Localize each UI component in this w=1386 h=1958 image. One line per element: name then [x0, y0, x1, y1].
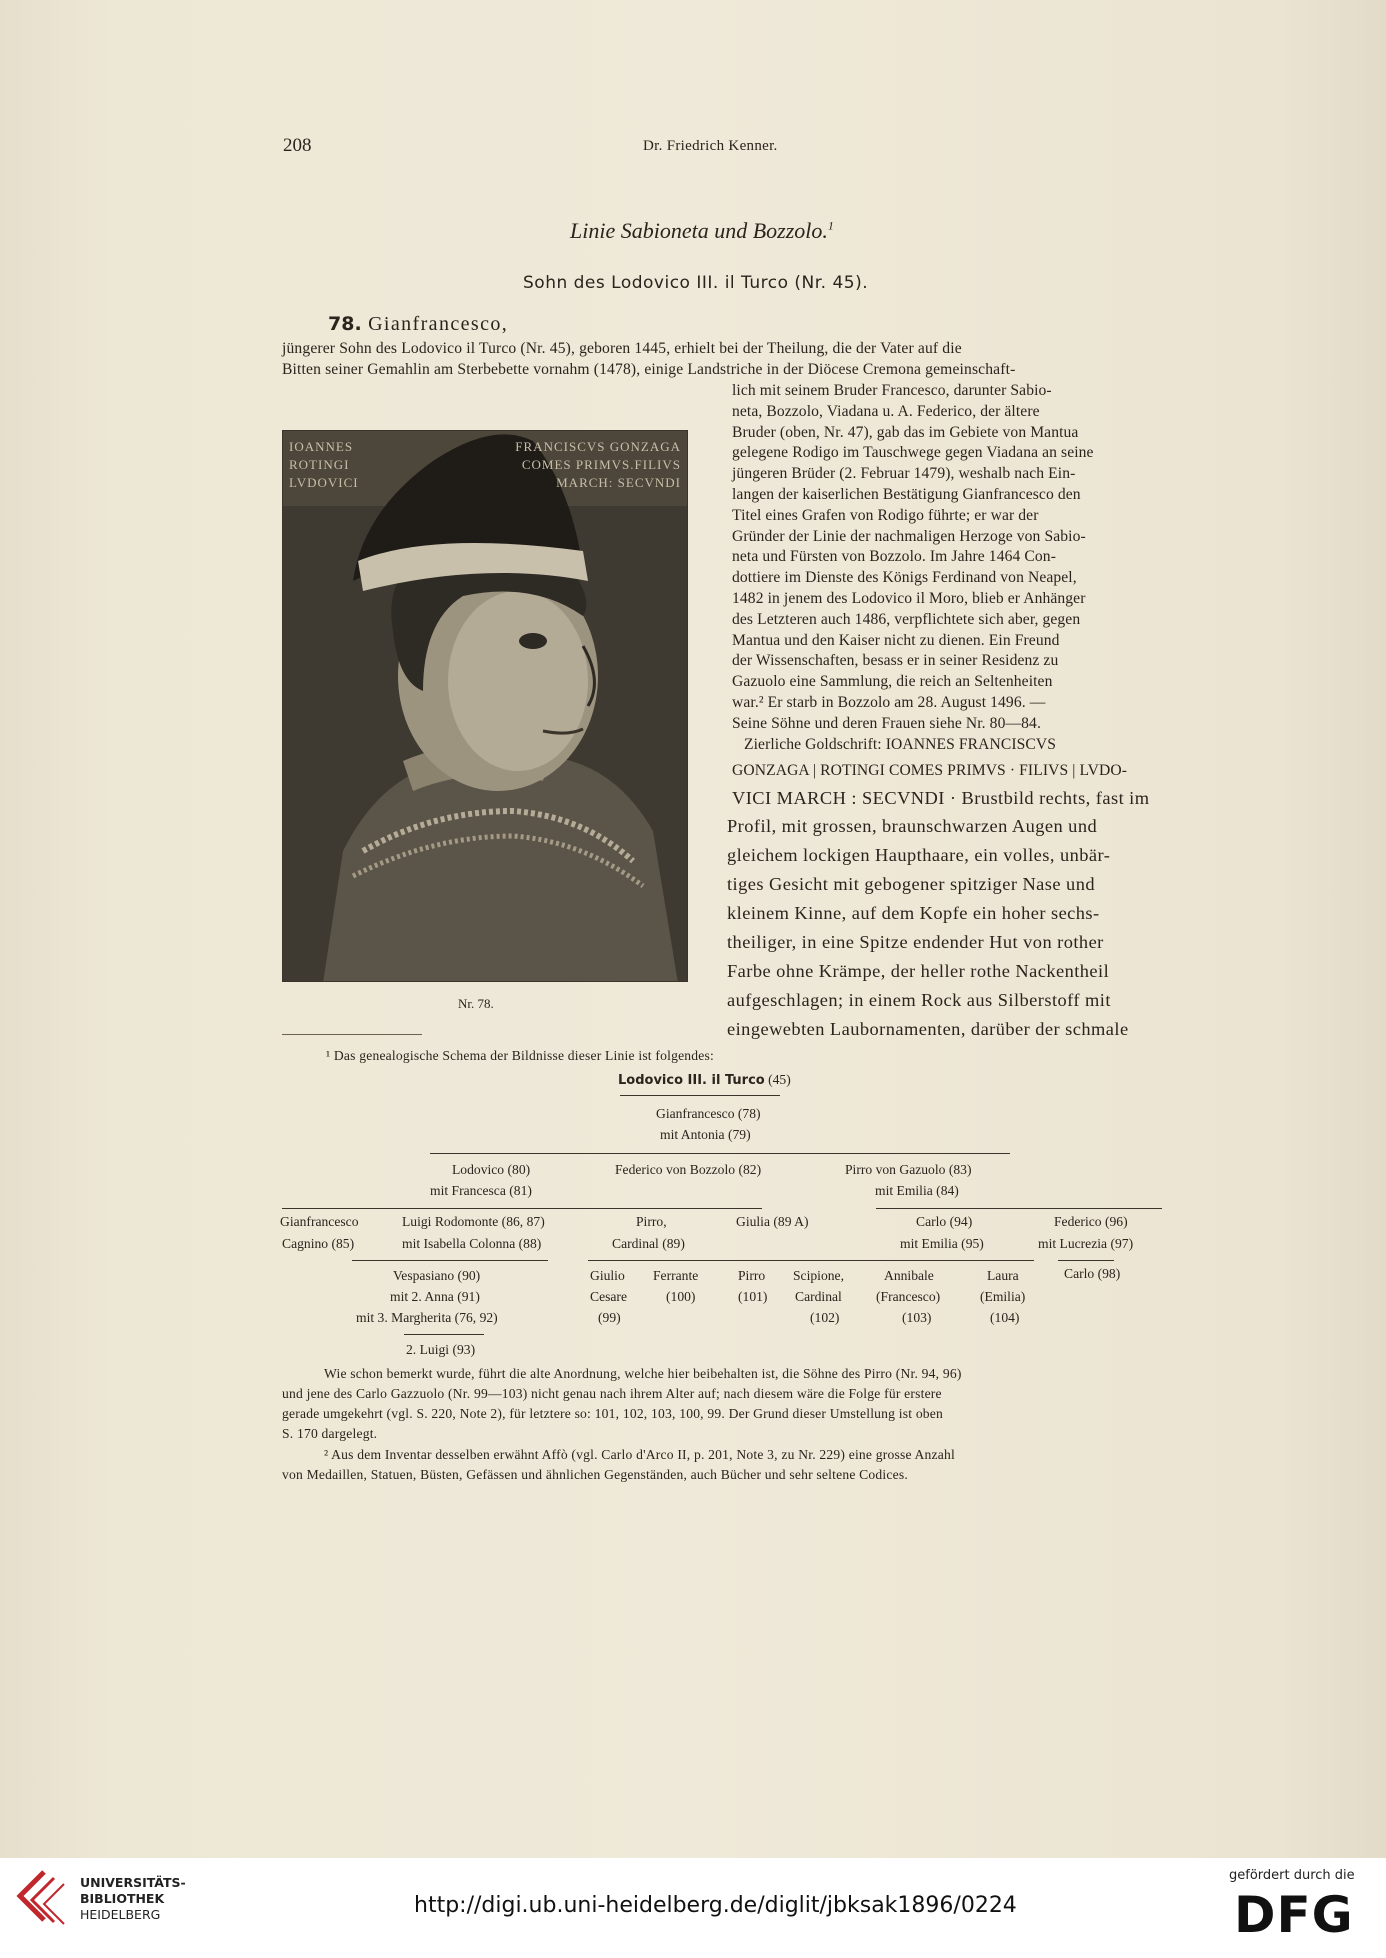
footnote-rule	[282, 1034, 422, 1035]
description-line: GONZAGA | ROTINGI COMES PRIMVS · FILIVS | LVDO-	[732, 762, 1128, 779]
tree-root	[618, 1072, 791, 1088]
tree-gen4-6b: (Francesco)	[876, 1289, 941, 1304]
library-logo-icon	[14, 1868, 72, 1932]
library-line-3: HEIDELBERG	[80, 1907, 161, 1922]
description-line: aufgeschlagen; in einem Rock aus Silberstoff mit	[727, 990, 1111, 1010]
funding-label: gefördert durch die	[1229, 1868, 1355, 1883]
tree-gen4-5c: (102)	[810, 1310, 840, 1325]
tree-gen4-7b: (Emilia)	[980, 1289, 1026, 1304]
tree-gen1-name: Gianfrancesco (78)	[656, 1106, 761, 1121]
description-line: Zierliche Goldschrift: IOANNES FRANCISCVS	[744, 736, 1057, 753]
tree-gen3-2b: mit Isabella Colonna (88)	[402, 1236, 542, 1251]
inscription-left-2: ROTINGI	[289, 457, 350, 472]
tree-gen4-4a: Pirro	[738, 1268, 766, 1283]
inscription-right-2: COMES PRIMVS.FILIVS	[521, 457, 681, 472]
tree-gen4-1a: Vespasiano (90)	[393, 1268, 481, 1283]
tree-brace	[352, 1260, 548, 1261]
tree-gen2-3: Pirro von Gazuolo (83)	[845, 1162, 972, 1177]
tree-gen2-1-spouse: mit Francesca (81)	[430, 1183, 532, 1198]
tree-gen4-7c: (104)	[990, 1310, 1020, 1325]
entry-name: Gianfrancesco,	[368, 313, 509, 335]
body-line: Bitten seiner Gemahlin am Sterbebette vornahm (1478), einige Landstriche in der Diöcese Cremona gemeinschaft-	[282, 361, 1016, 378]
page-number: 208	[283, 135, 312, 156]
tree-gen4-6c: (103)	[902, 1310, 932, 1325]
portrait-drawing	[283, 431, 688, 982]
column-line: der Wissenschaften, besass er in seiner Residenz zu	[732, 652, 1059, 670]
tree-gen4-3b: (100)	[666, 1289, 696, 1304]
inscription-right-1: FRANCISCVS GONZAGA	[515, 439, 681, 454]
column-line: lich mit seinem Bruder Francesco, darunter Sabio-	[732, 382, 1052, 399]
tree-gen4-1b: mit 2. Anna (91)	[390, 1289, 480, 1304]
footnote-2-line: ² Aus dem Inventar desselben erwähnt Affò (vgl. Carlo d'Arco II, p. 201, Note 3, zu Nr. 229) eine grosse Anzahl	[324, 1447, 955, 1462]
tree-gen3-5b: mit Emilia (95)	[900, 1236, 984, 1251]
tree-gen2-2: Federico von Bozzolo (82)	[615, 1162, 762, 1177]
entry-number: 78.	[328, 313, 362, 335]
portrait-caption: Nr. 78.	[458, 996, 494, 1011]
column-line: Bruder (oben, Nr. 47), gab das im Gebiete von Mantua	[732, 423, 1079, 441]
tree-gen3-1b: Cagnino (85)	[282, 1236, 355, 1251]
tree-gen4-2c: (99)	[598, 1310, 621, 1325]
entry-heading	[328, 313, 508, 336]
tree-gen3-6b: mit Lucrezia (97)	[1038, 1236, 1134, 1251]
description-line: theiliger, in eine Spitze endender Hut von rother	[727, 932, 1104, 952]
column-line: Mantua und den Kaiser nicht zu dienen. Ein Freund	[732, 631, 1060, 649]
inscription-right-3: MARCH: SECVNDI	[556, 475, 681, 490]
description-line: eingewebten Laubornamenten, darüber der schmale	[727, 1019, 1129, 1039]
footnote-1-line: Wie schon bemerkt wurde, führt die alte Anordnung, welche hier beibehalten ist, die Söhne des Pirro (Nr. 94, 96)	[324, 1366, 962, 1381]
footnote-ref: 1	[827, 218, 834, 233]
tree-root-name: Lodovico III. il Turco	[618, 1073, 765, 1088]
column-line: langen der kaiserlichen Bestätigung Gianfrancesco den	[732, 486, 1081, 503]
library-line-2: BIBLIOTHEK	[80, 1891, 165, 1906]
tree-gen4-4b: (101)	[738, 1289, 768, 1304]
portrait-image	[282, 430, 688, 982]
dfg-logo: DFG	[1234, 1886, 1354, 1944]
column-line: gelegene Rodigo im Tauschwege gegen Viadana an seine	[732, 444, 1094, 462]
tree-gen3-5: Carlo (94)	[916, 1214, 973, 1229]
tree-gen4-1c: mit 3. Margherita (76, 92)	[356, 1310, 498, 1325]
permalink-url[interactable]: http://digi.ub.uni-heidelberg.de/diglit/jbksak1896/0224	[414, 1893, 1017, 1918]
tree-brace	[1058, 1260, 1114, 1261]
tree-brace	[282, 1208, 762, 1209]
footnote-1-line: und jene des Carlo Gazzuolo (Nr. 99—103) nicht genau nach ihrem Alter auf; nach diesem wäre die Folge für erstere	[282, 1386, 942, 1401]
library-name	[80, 1875, 186, 1923]
footnote-1-intro: ¹ Das genealogische Schema der Bildnisse dieser Linie ist folgendes:	[326, 1048, 715, 1063]
tree-gen4-5b: Cardinal	[795, 1289, 842, 1304]
column-line: des Letzteren auch 1486, verpflichtete sich aber, gegen	[732, 610, 1081, 628]
tree-gen2-1: Lodovico (80)	[452, 1162, 531, 1177]
library-line-1: UNIVERSITÄTS-	[80, 1875, 186, 1890]
tree-gen3-6: Federico (96)	[1054, 1214, 1128, 1229]
description-line: VICI MARCH : SECVNDI · Brustbild rechts, fast im	[732, 788, 1150, 808]
tree-brace	[404, 1334, 484, 1335]
tree-brace	[430, 1153, 1010, 1154]
description-line: kleinem Kinne, auf dem Kopfe ein hoher sechs-	[727, 903, 1100, 923]
tree-gen3-4: Giulia (89 A)	[736, 1214, 809, 1229]
tree-gen2-3-spouse: mit Emilia (84)	[875, 1183, 959, 1198]
tree-gen4-5a: Scipione,	[793, 1268, 844, 1283]
inscription-left-1: IOANNES	[289, 439, 354, 454]
description-line: tiges Gesicht mit gebogener spitziger Nase und	[727, 874, 1095, 894]
tree-gen3-2: Luigi Rodomonte (86, 87)	[402, 1214, 545, 1229]
tree-gen4-8: Carlo (98)	[1064, 1266, 1121, 1281]
tree-gen4-2a: Giulio	[590, 1268, 625, 1283]
description-line: Farbe ohne Krämpe, der heller rothe Nackentheil	[727, 961, 1110, 981]
tree-brace	[876, 1208, 1162, 1209]
tree-gen4-2b: Cesare	[590, 1289, 627, 1304]
footnote-2-line: von Medaillen, Statuen, Büsten, Gefässen und ähnlichen Gegenständen, auch Bücher und sehr seltene Codices.	[282, 1467, 908, 1482]
column-line: dottiere im Dienste des Königs Ferdinand von Neapel,	[732, 569, 1077, 587]
column-line: Seine Söhne und deren Frauen siehe Nr. 80—84.	[732, 714, 1041, 732]
tree-gen3-3b: Cardinal (89)	[612, 1236, 685, 1251]
tree-gen1-spouse: mit Antonia (79)	[660, 1127, 751, 1142]
column-line: neta, Bozzolo, Viadana u. A. Federico, der ältere	[732, 402, 1040, 420]
column-line: war.² Er starb in Bozzolo am 28. August 1496. —	[732, 694, 1046, 711]
footnote-1-line: gerade umgekehrt (vgl. S. 220, Note 2), für letztere so: 101, 102, 103, 100, 99. Der Grund dieser Umstellung ist oben	[282, 1406, 944, 1421]
body-line: jüngerer Sohn des Lodovico il Turco (Nr. 45), geboren 1445, erhielt bei der Theilung, die der Vater auf die	[282, 340, 962, 357]
column-line: Titel eines Grafen von Rodigo führte; er war der	[732, 506, 1039, 524]
inscription-left-3: LVDOVICI	[289, 475, 359, 490]
tree-gen3-3: Pirro,	[636, 1214, 667, 1229]
column-line: neta und Fürsten von Bozzolo. Im Jahre 1464 Con-	[732, 548, 1056, 566]
column-line: jüngeren Brüder (2. Februar 1479), weshalb nach Ein-	[732, 465, 1076, 483]
description-line: Profil, mit grossen, braunschwarzen Augen und	[727, 816, 1098, 836]
tree-gen3-1: Gianfrancesco	[280, 1214, 359, 1229]
tree-gen5-1: 2. Luigi (93)	[406, 1342, 476, 1357]
tree-gen4-3a: Ferrante	[653, 1268, 699, 1283]
column-line: 1482 in jenem des Lodovico il Moro, blieb er Anhänger	[732, 590, 1086, 607]
tree-gen4-6a: Annibale	[884, 1268, 934, 1283]
footnote-1-line: S. 170 dargelegt.	[282, 1426, 378, 1441]
section-title	[570, 218, 834, 244]
running-header-author: Dr. Friedrich Kenner.	[643, 138, 778, 154]
subheading: Sohn des Lodovico III. il Turco (Nr. 45).	[523, 273, 869, 293]
description-line: gleichem lockigen Haupthaare, ein volles, unbär-	[727, 845, 1111, 865]
tree-root-number: (45)	[768, 1072, 791, 1087]
tree-gen4-7a: Laura	[987, 1268, 1019, 1283]
section-title-text: Linie Sabioneta und Bozzolo.	[570, 218, 828, 243]
tree-brace	[588, 1260, 1034, 1261]
tree-brace	[620, 1095, 780, 1096]
column-line: Gazuolo eine Sammlung, die reich an Seltenheiten	[732, 673, 1053, 691]
column-line: Gründer der Linie der nachmaligen Herzoge von Sabio-	[732, 527, 1086, 545]
